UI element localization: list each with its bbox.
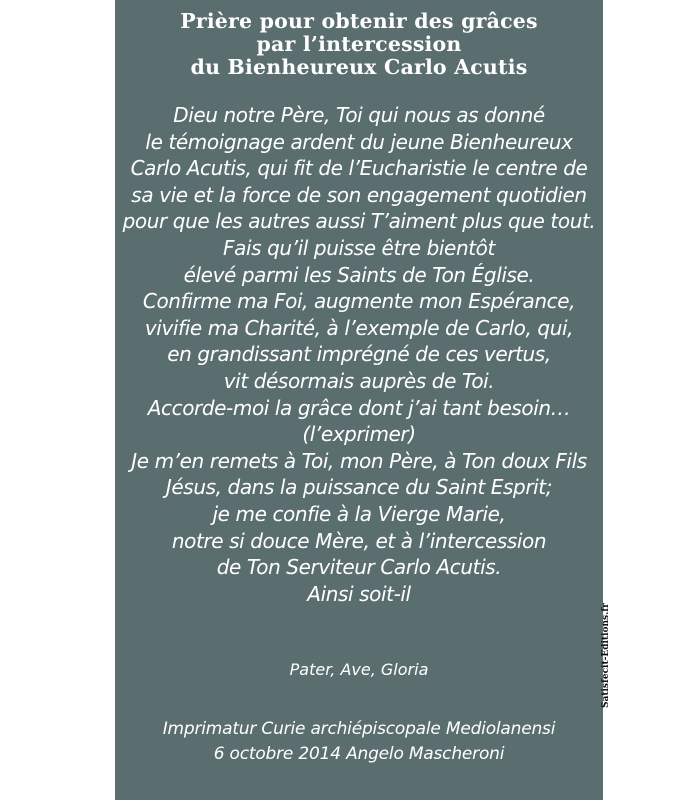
prayer-line: Fais qu’il puisse être bientôt (223, 235, 495, 260)
prayer-line: Accorde-moi la grâce dont j’ai tant besoin… (147, 395, 571, 420)
prayer-line: (l’exprimer) (302, 422, 416, 447)
prayer-line: notre si douce Mère, et à l’intercession (171, 528, 547, 553)
prayer-line: vivifie ma Charité, à l’exemple de Carlo, qui, (144, 315, 574, 340)
prayer-line: Confirme ma Foi, augmente mon Espérance, (142, 289, 576, 314)
prayer-line: je me confie à la Vierge Marie, (212, 501, 506, 526)
publisher-credit: Satisfecit-Editions.fr (601, 603, 611, 708)
prayer-line: pour que les autres aussi T’aiment plus que tout. (122, 209, 596, 234)
prayer-line: Je m’en remets à Toi, mon Père, à Ton doux Fils (131, 448, 587, 473)
title-line: Prière pour obtenir des grâces (180, 9, 538, 33)
title-line: par l’intercession (256, 32, 462, 56)
prayer-line: élevé parmi les Saints de Ton Église. (183, 262, 535, 287)
prayer-line: le témoignage ardent du jeune Bienheureux (145, 129, 573, 154)
closing-prayers: Pater, Ave, Gloria (289, 660, 429, 679)
imprimatur-line: 6 octobre 2014 Angelo Mascheroni (213, 744, 505, 764)
prayer-line: Ainsi soit-il (307, 581, 411, 606)
imprimatur (115, 717, 603, 767)
prayer-line: de Ton Serviteur Carlo Acutis. (216, 555, 502, 580)
prayer-line: Jésus, dans la puissance du Saint Esprit; (165, 475, 553, 500)
prayer-line: Carlo Acutis, qui fit de l’Eucharistie le centre de (130, 156, 588, 181)
prayer-title (115, 10, 603, 79)
title-line: du Bienheureux Carlo Acutis (190, 55, 528, 79)
imprimatur-line: Imprimatur Curie archiépiscopale Mediolanensi (162, 719, 556, 739)
prayer-line: vit désormais auprès de Toi. (223, 368, 495, 393)
prayer-line: en grandissant imprégné de ces vertus, (167, 342, 551, 367)
prayer-text (115, 102, 603, 607)
prayer-line: sa vie et la force de son engagement quotidien (131, 182, 587, 207)
prayer-line: Dieu notre Père, Toi qui nous as donné (173, 103, 545, 127)
prayer-card (115, 0, 611, 800)
